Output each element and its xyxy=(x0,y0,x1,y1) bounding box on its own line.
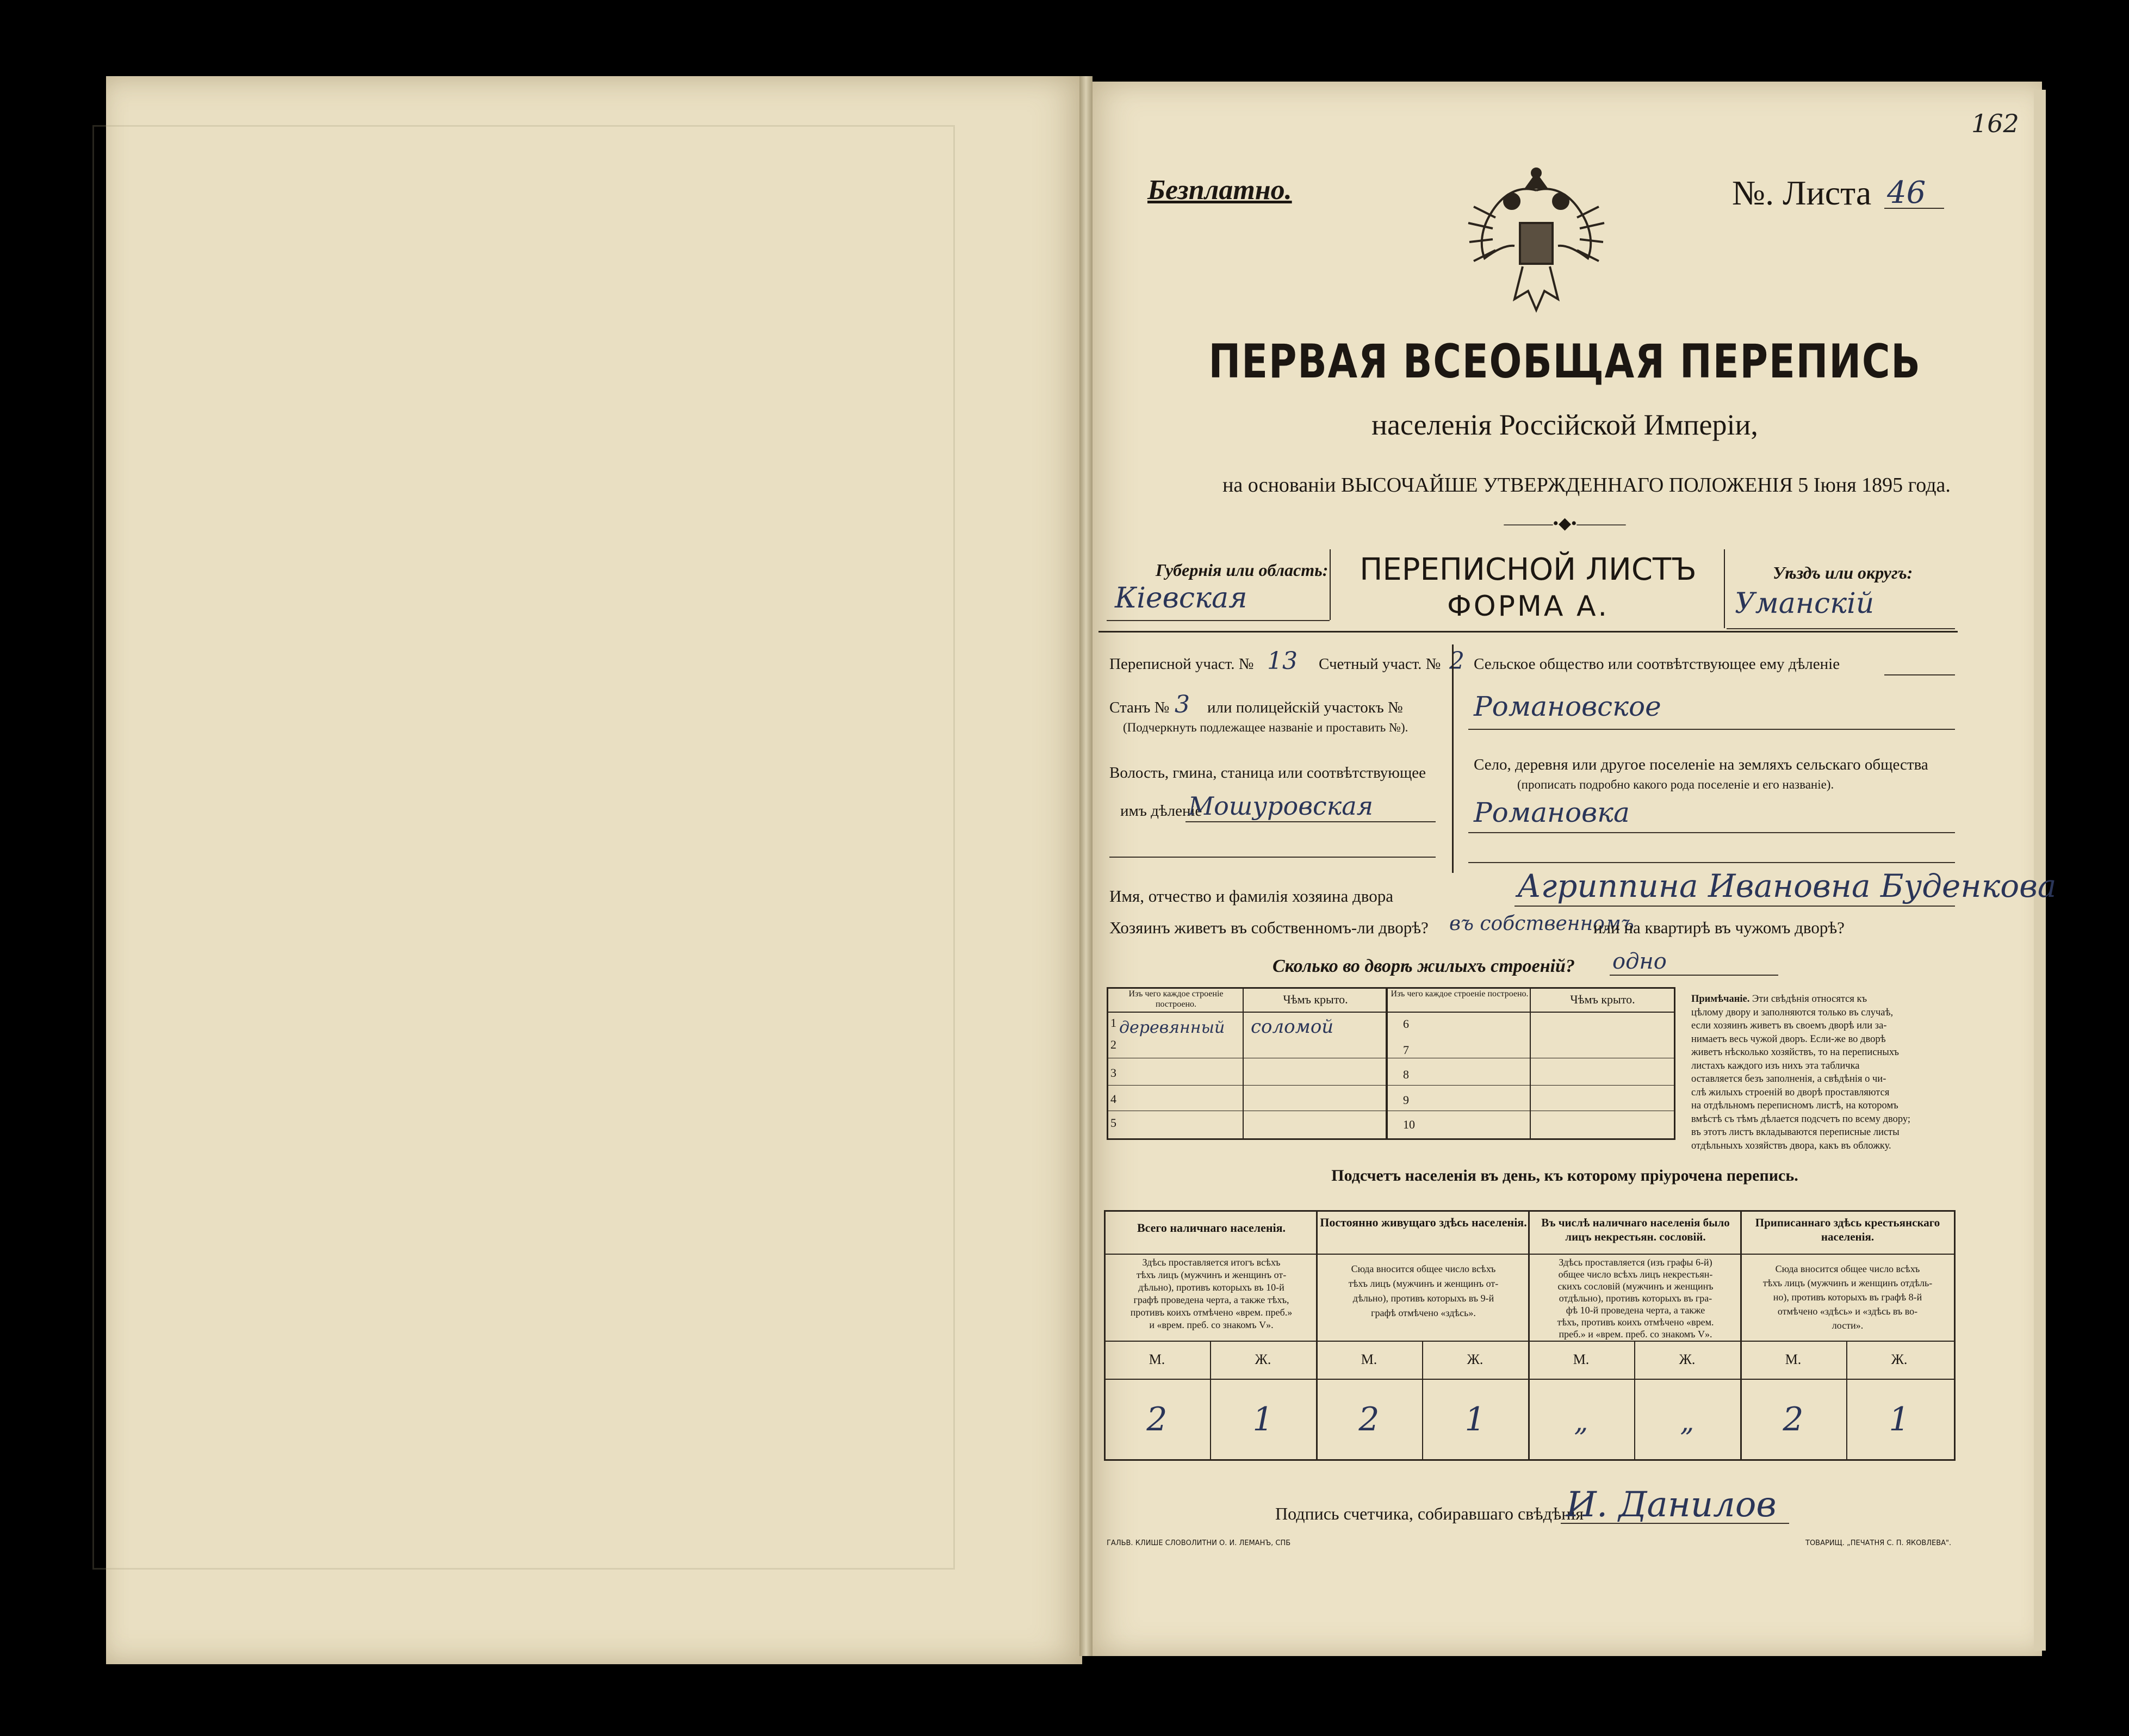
f-label: Ж. xyxy=(1679,1351,1696,1367)
m-label: М. xyxy=(1785,1351,1802,1367)
f-label: Ж. xyxy=(1467,1351,1484,1367)
peasant-female-value: 1 xyxy=(1889,1400,1910,1439)
note-line: листахъ каждого изъ нихъ эта табличка xyxy=(1691,1060,1860,1071)
form-subtitle: населенія Россійской Имперіи, xyxy=(1371,408,1758,441)
note-line: оставляется безъ заполненія, а свѣдѣнія о чи- xyxy=(1691,1074,1886,1084)
book-gutter xyxy=(1079,76,1093,1656)
row-number: 10 xyxy=(1403,1118,1415,1131)
row-number: 5 xyxy=(1110,1116,1116,1130)
f-label: Ж. xyxy=(1255,1351,1271,1367)
pop-col3-desc: Здѣсь проставляется (изъ графы 6-й) общее число всѣхъ лицъ некрестьян- скихъ сословій (мужчинъ и женщинъ отдѣльно), противъ которыхъ въ гра- фѣ 10-й проведена черта, а также тѣхъ, противъ коихъ отмѣчено «врем. преб.» и «врем. преб. со знакомъ V». xyxy=(1557,1257,1714,1340)
col-roof-right: Чѣмъ крыто. xyxy=(1570,993,1635,1006)
resident-female-value: 1 xyxy=(1464,1400,1486,1439)
col-material-right: Изъ чего каждое строеніе построено. xyxy=(1391,989,1529,999)
nonpeasant-male-value: „ xyxy=(1574,1406,1588,1437)
note-line: живетъ нѣсколько хозяйствъ, то на переписныхъ xyxy=(1691,1047,1899,1058)
title-ornament: ———•◆•——— xyxy=(1504,514,1626,532)
note-line: Эти свѣдѣнія относятся къ xyxy=(1752,994,1867,1005)
pop-col2-desc: Сюда вносится общее число всѣхъ тѣхъ лицъ (мужчинъ и женщинъ от- дѣльно), противъ которыхъ въ 9-й графѣ отмѣчено «здѣсь». xyxy=(1348,1263,1499,1318)
society-value: Романовское xyxy=(1474,691,1661,722)
free-label: Безплатно. xyxy=(1147,175,1292,206)
row1-material-value: деревянный xyxy=(1119,1018,1225,1037)
pop-col4-title: Приписаннаго здѣсь крестьянскаго населенія. xyxy=(1755,1216,1940,1243)
buildings-value: одно xyxy=(1612,949,1667,974)
sheet-number-label: №. Листа xyxy=(1732,173,1872,212)
row-number: 3 xyxy=(1110,1066,1116,1080)
province-label: Губернія или область: xyxy=(1156,560,1329,580)
double-headed-eagle-emblem-icon xyxy=(1463,163,1610,318)
row-number: 2 xyxy=(1110,1038,1116,1051)
volost-label: Волость, гмина, станица или соотвѣтствующее xyxy=(1109,764,1426,782)
total-male-value: 2 xyxy=(1146,1400,1168,1439)
m-label: М. xyxy=(1573,1351,1590,1367)
peasant-male-value: 2 xyxy=(1783,1400,1804,1439)
row-number: 9 xyxy=(1403,1093,1409,1107)
footer-right-imprint: ТОВАРИЩ. „ПЕЧАТНЯ С. П. ЯКОВЛЕВА". xyxy=(1805,1539,1952,1547)
pop-col4-desc: Сюда вносится общее число всѣхъ тѣхъ лицъ (мужчинъ и женщинъ отдѣль- но), противъ которыхъ въ графѣ 8-й отмѣчено «здѣсь» и «здѣсь въ во- лости». xyxy=(1762,1263,1933,1331)
census-section-value: 13 xyxy=(1267,647,1298,675)
form-title-form-a: ФОРМА А. xyxy=(1447,590,1610,623)
note-line: цѣлому двору и заполняются только въ случаѣ, xyxy=(1691,1007,1894,1018)
resident-male-value: 2 xyxy=(1358,1400,1380,1439)
note-title: Примѣчаніе. xyxy=(1691,994,1750,1005)
owner-name-value: Агриппина Ивановна Буденкова xyxy=(1517,867,2057,904)
note-line: на отдѣльномъ переписномъ листѣ, на которомъ xyxy=(1691,1100,1898,1111)
archive-page-number: 162 xyxy=(1971,109,2019,138)
lives-value: въ собственномъ xyxy=(1449,913,1634,935)
note-line: въ этотъ листъ вкладываются переписные листы xyxy=(1691,1127,1900,1138)
note-line: слѣ жилыхъ строеній во дворѣ проставляются xyxy=(1691,1087,1890,1098)
left-page-bleedthrough xyxy=(92,125,955,1570)
m-label: М. xyxy=(1149,1351,1165,1367)
signature-label: Подпись счетчика, собиравшаго свѣдѣнія xyxy=(1275,1504,1584,1523)
district-value: Уманскій xyxy=(1735,587,1874,620)
census-section-label: Переписной участ. № xyxy=(1109,655,1254,673)
col-roof-left: Чѣмъ крыто. xyxy=(1283,993,1348,1006)
buildings-label: Сколько во дворѣ жилыхъ строеній? xyxy=(1273,956,1575,976)
row-number: 7 xyxy=(1403,1043,1409,1057)
form-main-title: ПЕРВАЯ ВСЕОБЩАЯ ПЕРЕПИСЬ xyxy=(1208,334,1921,389)
pop-col2-title: Постоянно живущаго здѣсь населенія. xyxy=(1320,1216,1527,1229)
col-material-left: Изъ чего каждое строеніе построено. xyxy=(1128,989,1224,1009)
district-label: Уѣздъ или округъ: xyxy=(1773,563,1913,582)
row-number: 6 xyxy=(1403,1017,1409,1031)
note-block xyxy=(1691,993,1952,1152)
society-label: Сельское общество или соотвѣтствующее ему дѣленіе xyxy=(1474,655,1840,673)
owner-name-label: Имя, отчество и фамилія хозяина двора xyxy=(1109,886,1393,906)
village-label: Село, деревня или другое поселеніе на земляхъ сельскаго общества xyxy=(1474,756,1928,773)
buildings-table xyxy=(1107,987,1675,1140)
m-label: М. xyxy=(1361,1351,1377,1367)
pop-col1-desc: Здѣсь проставляется итогъ всѣхъ тѣхъ лицъ (мужчинъ и женщинъ от- дѣльно), противъ которыхъ въ 10-й графѣ проведена черта, а также тѣхъ, противъ коихъ отмѣчено «врем. преб.» и «врем. преб. со знакомъ V». xyxy=(1130,1257,1293,1330)
stan-label: Станъ № xyxy=(1109,699,1170,716)
note-line: нимаетъ весь чужой дворъ. Если-же во дворѣ xyxy=(1691,1033,1886,1045)
footer-left-imprint: ГАЛЬВ. КЛИШЕ СЛОВОЛИТНИ О. И. ЛЕМАНЪ, СПБ xyxy=(1107,1539,1291,1547)
row-number: 8 xyxy=(1403,1068,1409,1081)
count-section-label: Счетный участ. № xyxy=(1319,655,1441,673)
row-number: 1 xyxy=(1110,1016,1116,1030)
form-title-sheet: ПЕРЕПИСНОЙ ЛИСТЪ xyxy=(1360,552,1697,587)
division-label: имъ дѣленіе xyxy=(1120,802,1202,820)
row-number: 4 xyxy=(1110,1092,1116,1106)
village-note: (прописать подробно какого рода поселеніе и его названіе). xyxy=(1517,778,1834,791)
province-value: Кіевская xyxy=(1115,582,1247,615)
pop-col1-title: Всего наличнаго населенія. xyxy=(1137,1221,1286,1235)
lives-label: Хозяинъ живетъ въ собственномъ-ли дворѣ? xyxy=(1109,918,1429,937)
division-value: Мошуровская xyxy=(1188,791,1374,821)
note-line: отдѣльныхъ хозяйствъ двора, какъ въ обложку. xyxy=(1691,1140,1891,1151)
note-line: вмѣстѣ съ тѣмъ дѣлается подсчетъ по всему двору; xyxy=(1691,1113,1911,1125)
nonpeasant-female-value: „ xyxy=(1680,1406,1694,1437)
stan-value: 3 xyxy=(1175,691,1190,718)
lives-suffix: или на квартирѣ въ чужомъ дворѣ? xyxy=(1593,918,1845,937)
population-heading: Подсчетъ населенія въ день, къ которому пріурочена перепись. xyxy=(1331,1167,1798,1185)
police-note: (Подчеркнуть подлежащее названіе и проставить №). xyxy=(1123,721,1408,734)
f-label: Ж. xyxy=(1891,1351,1908,1367)
row1-roof-value: соломой xyxy=(1251,1016,1334,1038)
form-legal-basis: на основаніи ВЫСОЧАЙШЕ УТВЕРЖДЕННАГО ПОЛОЖЕНІЯ 5 Іюня 1895 года. xyxy=(1222,474,1951,497)
village-value: Романовка xyxy=(1474,797,1630,828)
police-label: или полицейскій участокъ № xyxy=(1207,699,1403,716)
signature-value: И. Данилов xyxy=(1566,1485,1777,1525)
sheet-number-value: 46 xyxy=(1887,175,1926,210)
note-line: если хозяинъ живетъ въ своемъ дворѣ или за- xyxy=(1691,1020,1887,1031)
count-section-value: 2 xyxy=(1449,647,1464,675)
pop-col3-title: Въ числѣ наличнаго населенія было лицъ некрестьян. сословій. xyxy=(1541,1216,1730,1243)
total-female-value: 1 xyxy=(1252,1400,1274,1439)
